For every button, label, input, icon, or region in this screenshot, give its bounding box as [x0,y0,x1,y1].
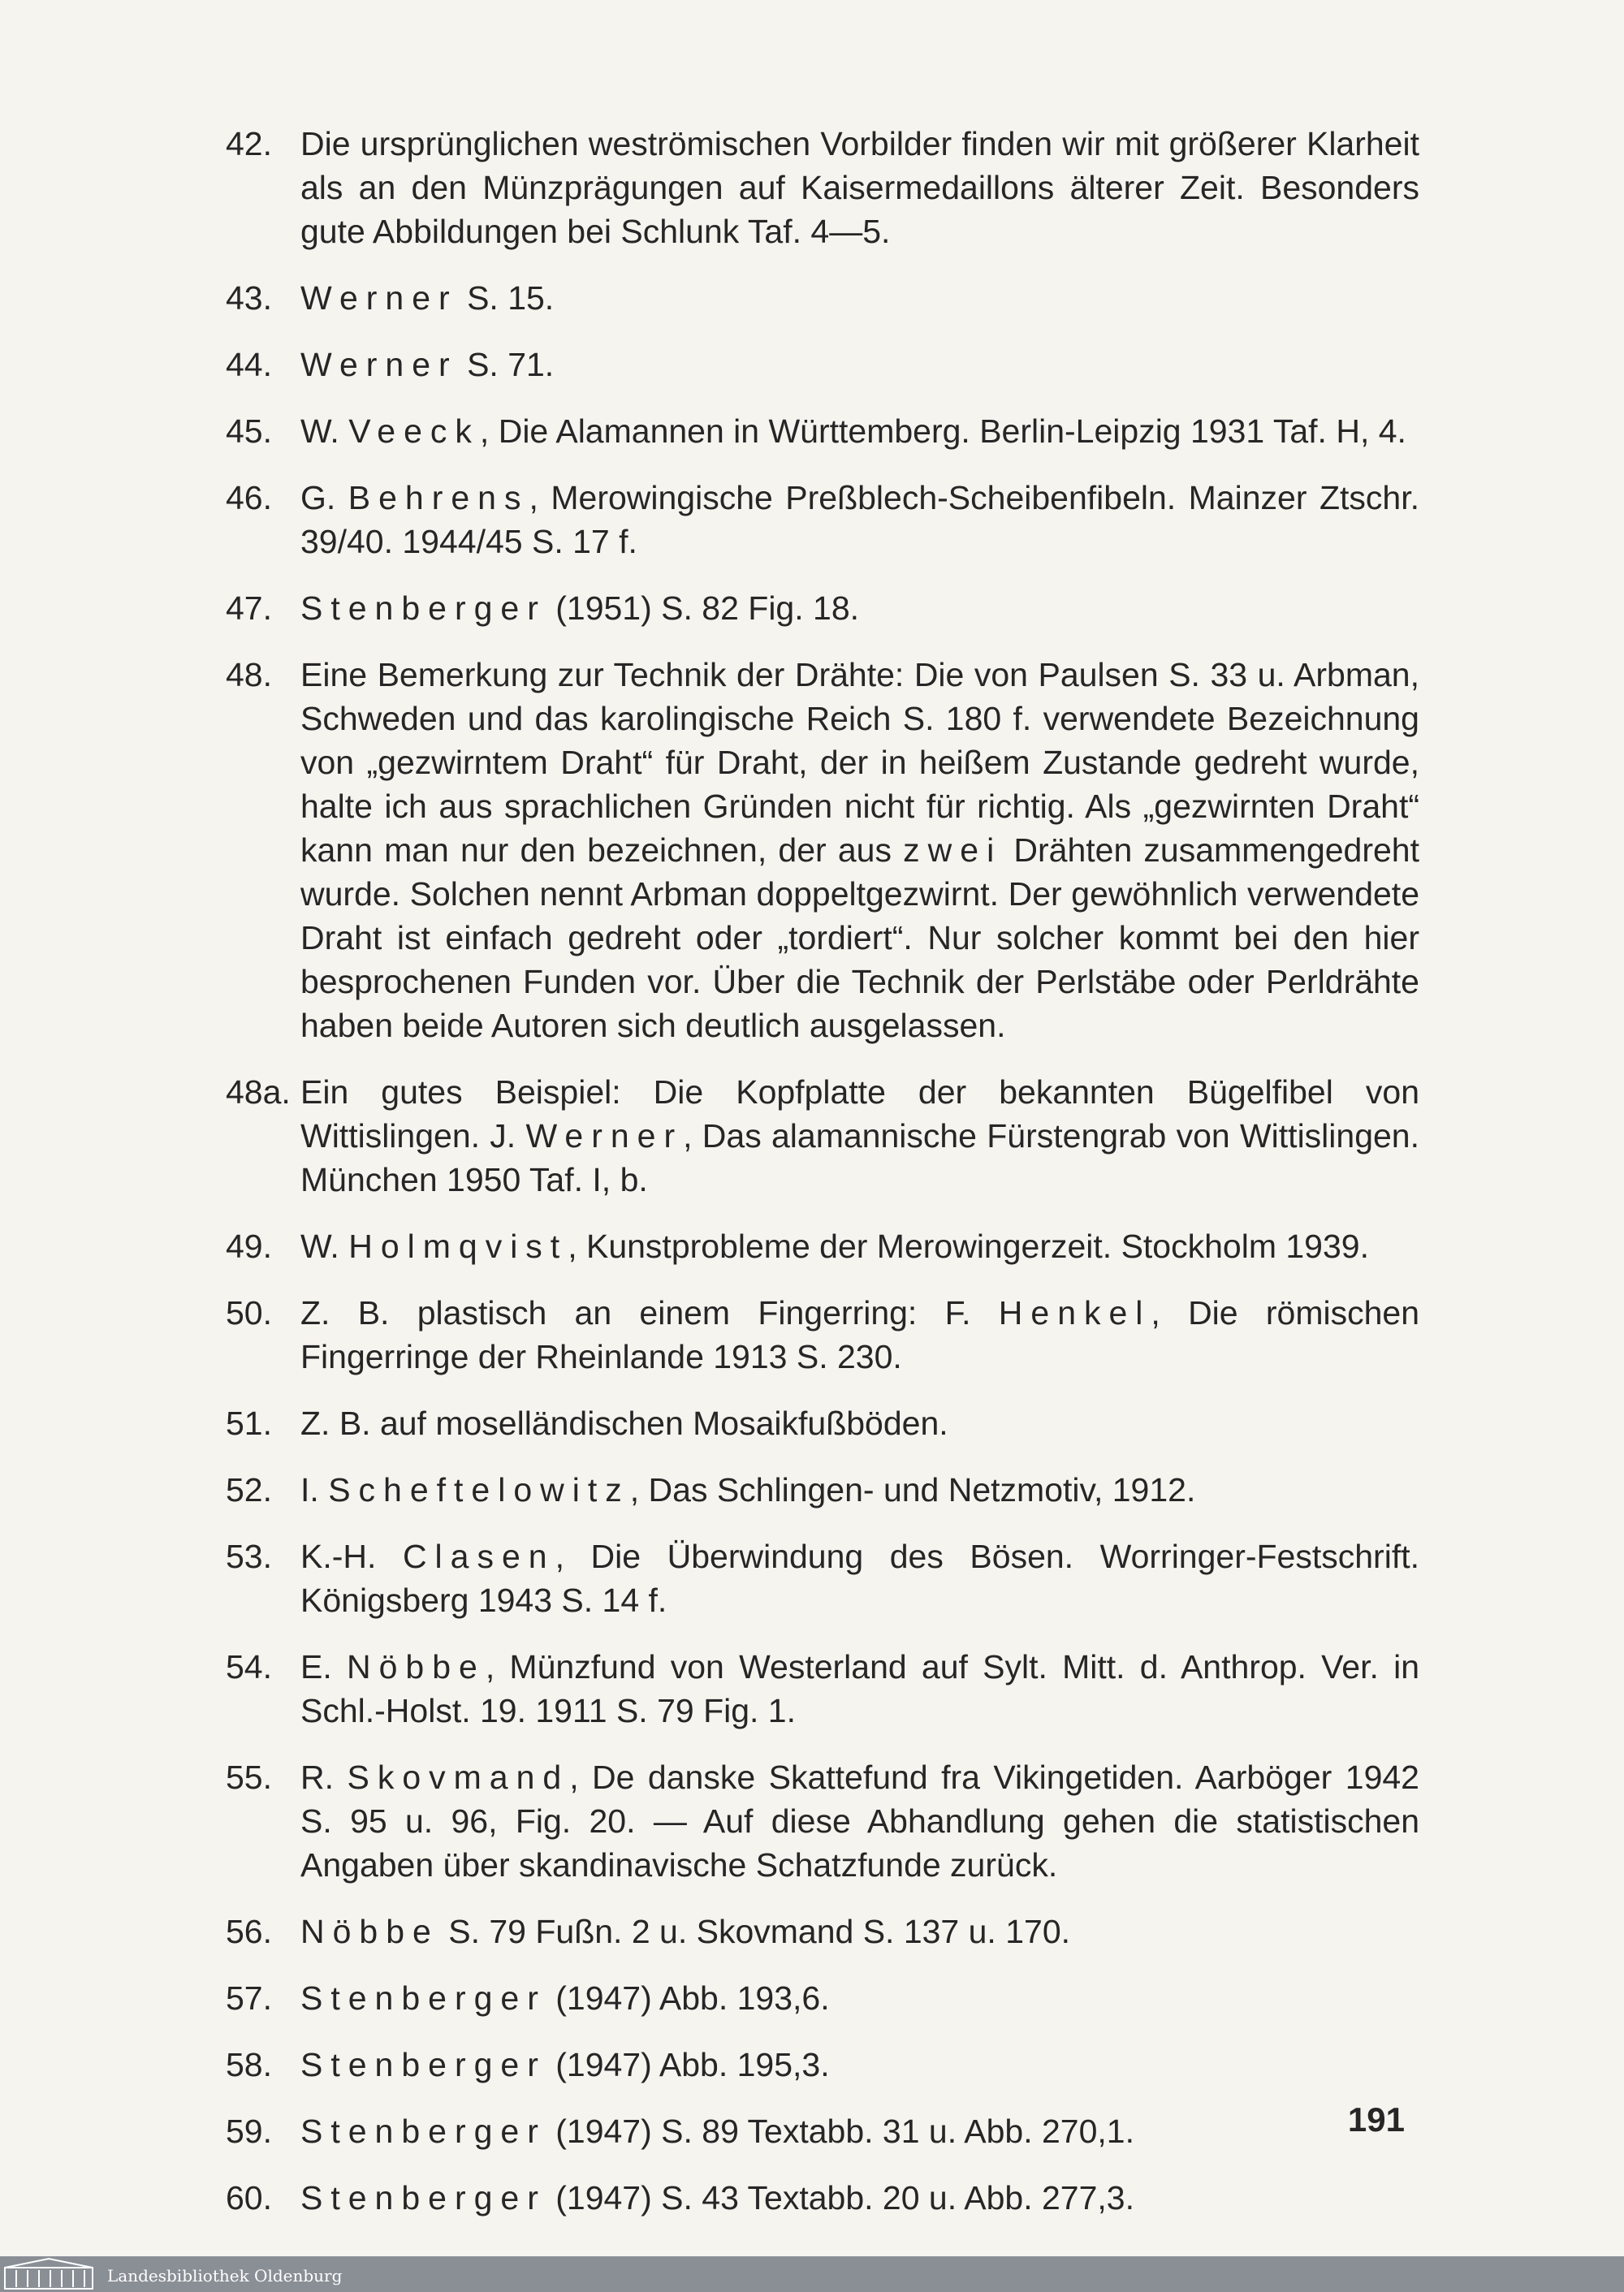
footnote [226,1070,1419,1202]
author-name: Holmqvist [348,1228,568,1265]
footnote [226,1976,1419,2020]
text-run: , Kunstprobleme der Merowingerzeit. Stockholm 1939. [568,1228,1369,1265]
footnote-number: 44. [226,346,272,383]
footnote-number: 47. [226,589,272,627]
text-run: S. 79 Fußn. 2 u. Skovmand S. 137 u. 170. [438,1913,1071,1950]
text-run: Z. B. auf moselländischen Mosaikfußböden. [300,1405,948,1442]
footnote-number: 42. [226,125,272,162]
text-run: Ein gutes Beispiel: Die Kopfplatte der bekannten Bügelfibel von Wittislingen. J. [300,1073,1419,1155]
text-run: K.-H. [300,1538,403,1575]
footnote-text [300,1294,1419,1375]
page-number: 191 [1347,2100,1405,2139]
author-name: Stenberger [300,2046,546,2083]
footnote [226,1755,1419,1887]
footnote-number: 56. [226,1913,272,1950]
footnote [226,1224,1419,1268]
footnote [226,409,1419,453]
footnote-number: 52. [226,1471,272,1509]
text-run: Z. B. plastisch an einem Fingerring: F. [300,1294,999,1332]
footnote-text [300,1648,1419,1729]
library-building-icon [0,2256,97,2292]
footnote [226,2043,1419,2087]
text-run: (1947) S. 89 Textabb. 31 u. Abb. 270,1. [546,2113,1134,2150]
text-run: Eine Bemerkung zur Technik der Drähte: Die von Paulsen S. 33 u. Arbman, Schweden und das karolingische Reich S. 180 f. verwendete Bezeichnung von „gezwirntem Draht“ für Draht, der in heißem Zustande gedreht wurde, halte ich aus sprachlichen Gründen nicht für richtig. Als „gezwirnten Draht“ kann man nur den bezeichnen, der aus [300,656,1419,869]
footnote-number: 59. [226,2113,272,2150]
library-footer [0,2256,1624,2292]
footnote-number: 49. [226,1228,272,1265]
footnote [226,1645,1419,1733]
author-name: Scheftelowitz [328,1471,630,1509]
footnote-number: 48. [226,656,272,693]
text-run: , De danske Skattefund fra Vikingetiden. Aarböger 1942 S. 95 u. 96, Fig. 20. — Auf diese Abhandlung gehen die statistischen Angaben über skandinavische Schatzfunde zurück. [300,1759,1419,1884]
footnote-text [300,1538,1419,1619]
text-run: , Die Überwindung des Bösen. Worringer-Festschrift. Königsberg 1943 S. 14 f. [300,1538,1419,1619]
footnote-number: 55. [226,1759,272,1796]
author-name: Stenberger [300,2113,546,2150]
author-name: Clasen [402,1538,555,1575]
footnote-number: 51. [226,1405,272,1442]
footnote-number: 57. [226,1979,272,2017]
footnote-number: 60. [226,2179,272,2216]
footnote-text [300,412,1406,450]
author-name: Stenberger [300,589,546,627]
author-name: Nöbbe [346,1648,486,1686]
text-run: I. [300,1471,329,1509]
text-run: (1947) Abb. 193,6. [546,1979,830,2017]
footnote-number: 43. [226,279,272,317]
text-run: Drähten zusammengedreht wurde. Solchen nennt Arbman doppeltgezwirnt. Der gewöhnlich verwendete Draht ist einfach gedreht oder „tordiert“. Nur solcher kommt bei den hier besprochenen Funden vor. Über die Technik der Perlstäbe oder Perldrähte haben beide Autoren sich deutlich ausgelassen. [300,831,1420,1044]
footnote [226,476,1419,563]
footnote [226,122,1419,253]
text-run: S. 71. [457,346,555,383]
footnote [226,1291,1419,1379]
footnote [226,586,1419,630]
footnote [226,1910,1419,1953]
author-name: Stenberger [300,2179,546,2216]
footnote-text [300,346,554,383]
footnote-number: 54. [226,1648,272,1686]
footnote-number: 53. [226,1538,272,1575]
footnote-list [226,122,1419,2242]
author-name: Werner [300,279,458,317]
text-run: , Das alamannische Fürstengrab von Wittislingen. München 1950 Taf. I, b. [300,1117,1419,1198]
text-run: (1947) S. 43 Textabb. 20 u. Abb. 277,3. [546,2179,1134,2216]
footnote [226,2176,1419,2220]
footnote-number: 48a. [226,1073,291,1111]
text-run: S. 15. [457,279,555,317]
footnote-number: 46. [226,479,272,516]
footnote [226,1401,1419,1445]
text-run: , Das Schlingen- und Netzmotiv, 1912. [629,1471,1196,1509]
text-run: (1951) S. 82 Fig. 18. [546,589,860,627]
author-name: Werner [525,1117,684,1155]
footnote-text [300,1979,830,2017]
footnote-text [300,1073,1419,1198]
author-name: Behrens [348,479,529,516]
author-name: Stenberger [300,1979,546,2017]
text-run: , Die römischen Fingerringe der Rheinlande 1913 S. 230. [300,1294,1419,1375]
text-run: R. [300,1759,348,1796]
footnote-number: 45. [226,412,272,450]
footnote-text [300,589,859,627]
text-run: , Münzfund von Westerland auf Sylt. Mitt. d. Anthrop. Ver. in Schl.-Holst. 19. 1911 S. 79 Fig. 1. [300,1648,1419,1729]
text-run: , Merowingische Preßblech-Scheibenfibeln. Mainzer Ztschr. 39/40. 1944/45 S. 17 f. [300,479,1419,560]
text-run: E. [300,1648,347,1686]
footnote-text [300,1471,1195,1509]
author-name: zwei [903,831,1003,869]
footnote-text [300,1228,1369,1265]
footnote-text [300,1405,948,1442]
author-name: Nöbbe [300,1913,439,1950]
footnote [226,1468,1419,1512]
footnote-text [300,1759,1419,1884]
author-name: Werner [300,346,458,383]
footnote-text [300,2179,1134,2216]
footnote-text [300,279,554,317]
footnote-number: 58. [226,2046,272,2083]
text-run: (1947) Abb. 195,3. [546,2046,830,2083]
footnote [226,1534,1419,1622]
footnote [226,2109,1419,2153]
footnote [226,343,1419,386]
text-run: W. [300,412,349,450]
footnote-text [300,479,1419,560]
footnote-text [300,2113,1134,2150]
footnote-text [300,2046,830,2083]
footnote-text [300,1913,1070,1950]
author-name: Skovmand [347,1759,570,1796]
text-run: W. [300,1228,349,1265]
author-name: Veeck [348,412,480,450]
footnote [226,276,1419,320]
footnote [226,653,1419,1047]
footnote-number: 50. [226,1294,272,1332]
library-name: Landesbibliothek Oldenburg [107,2266,343,2286]
text-run: , Die Alamannen in Württemberg. Berlin-Leipzig 1931 Taf. H, 4. [479,412,1406,450]
author-name: Henkel [998,1294,1151,1332]
text-run: G. [300,479,348,516]
footnote-text [300,656,1419,1044]
text-run: Die ursprünglichen weströmischen Vorbilder finden wir mit größerer Klarheit als an den Münzprägungen auf Kaisermedaillons älterer Zeit. Besonders gute Abbildungen bei Schlunk Taf. 4—5. [300,125,1419,250]
footnote-text [300,125,1419,250]
